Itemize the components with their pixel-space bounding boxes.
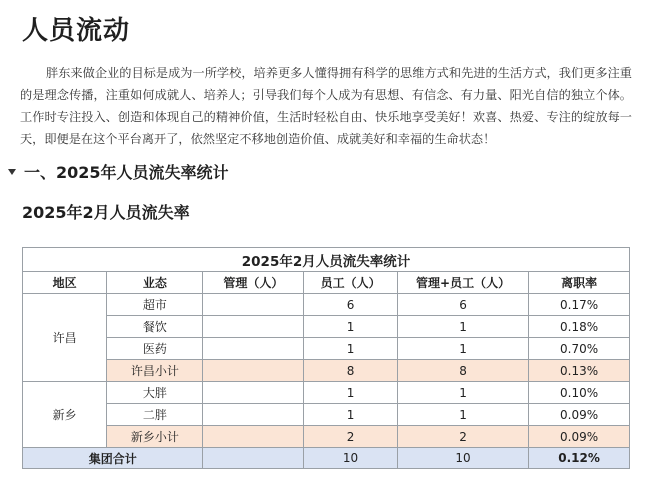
management-cell xyxy=(203,316,304,338)
management-cell xyxy=(203,382,304,404)
staff-cell: 1 xyxy=(304,382,398,404)
sub-heading: 2025年2月人员流失率 xyxy=(22,203,190,222)
table-row xyxy=(23,338,630,360)
management-cell xyxy=(203,448,304,469)
col-header-total: 管理+员工（人） xyxy=(397,272,528,294)
table-row xyxy=(23,404,630,426)
staff-cell: 6 xyxy=(304,294,398,316)
category-cell: 餐饮 xyxy=(107,316,203,338)
management-cell xyxy=(203,294,304,316)
management-cell xyxy=(203,360,304,382)
staff-cell: 1 xyxy=(304,404,398,426)
management-cell xyxy=(203,404,304,426)
subtotal-label: 许昌小计 xyxy=(107,360,203,382)
collapse-caret-icon[interactable] xyxy=(8,169,16,175)
category-cell: 大胖 xyxy=(107,382,203,404)
total-cell: 10 xyxy=(397,448,528,469)
subtotal-label: 新乡小计 xyxy=(107,426,203,448)
management-cell xyxy=(203,338,304,360)
col-header-category: 业态 xyxy=(107,272,203,294)
table-row xyxy=(23,316,630,338)
staff-cell: 8 xyxy=(304,360,398,382)
total-cell: 2 xyxy=(397,426,528,448)
category-cell: 二胖 xyxy=(107,404,203,426)
col-header-region: 地区 xyxy=(23,272,107,294)
rate-cell: 0.09% xyxy=(529,404,630,426)
rate-cell: 0.17% xyxy=(529,294,630,316)
table-caption: 2025年2月人员流失率统计 xyxy=(23,248,630,272)
table-row xyxy=(23,294,630,316)
grand-total-label: 集团合计 xyxy=(23,448,203,469)
staff-cell: 2 xyxy=(304,426,398,448)
grand-total-row xyxy=(23,448,630,469)
category-cell: 超市 xyxy=(107,294,203,316)
region-cell: 新乡 xyxy=(23,382,107,448)
turnover-table xyxy=(22,247,630,469)
rate-cell: 0.70% xyxy=(529,338,630,360)
table-row xyxy=(23,382,630,404)
total-cell: 6 xyxy=(397,294,528,316)
rate-cell: 0.09% xyxy=(529,426,630,448)
staff-cell: 10 xyxy=(304,448,398,469)
subtotal-row xyxy=(23,426,630,448)
staff-cell: 1 xyxy=(304,338,398,360)
col-header-staff: 员工（人） xyxy=(304,272,398,294)
total-cell: 1 xyxy=(397,404,528,426)
category-cell: 医药 xyxy=(107,338,203,360)
rate-cell: 0.10% xyxy=(529,382,630,404)
staff-cell: 1 xyxy=(304,316,398,338)
subtotal-row xyxy=(23,360,630,382)
total-cell: 8 xyxy=(397,360,528,382)
section-heading[interactable] xyxy=(8,160,229,183)
rate-cell: 0.12% xyxy=(529,448,630,469)
region-cell: 许昌 xyxy=(23,294,107,382)
total-cell: 1 xyxy=(397,316,528,338)
rate-cell: 0.18% xyxy=(529,316,630,338)
total-cell: 1 xyxy=(397,338,528,360)
col-header-rate: 离职率 xyxy=(529,272,630,294)
section-heading-text: 一、2025年人员流失率统计 xyxy=(24,163,229,182)
management-cell xyxy=(203,426,304,448)
intro-paragraph: 胖东来做企业的目标是成为一所学校，培养更多人懂得拥有科学的思维方式和先进的生活方式，我们更多注重的是理念传播，注重如何成就人、培养人；引导我们每个人成为有思想、有信念、有力量、阳光自信的独立个体。工作时专注投入、创造和体现自己的精神价值，生活时轻松自由、快乐地享受美好！欢喜、热爱、专注的绽放每一天，即便是在这个平台离开了，依然坚定不移地创造价值、成就美好和幸福的生命状态！ xyxy=(20,66,632,146)
col-header-management: 管理（人） xyxy=(203,272,304,294)
total-cell: 1 xyxy=(397,382,528,404)
rate-cell: 0.13% xyxy=(529,360,630,382)
page-title: 人员流动 xyxy=(22,16,131,46)
